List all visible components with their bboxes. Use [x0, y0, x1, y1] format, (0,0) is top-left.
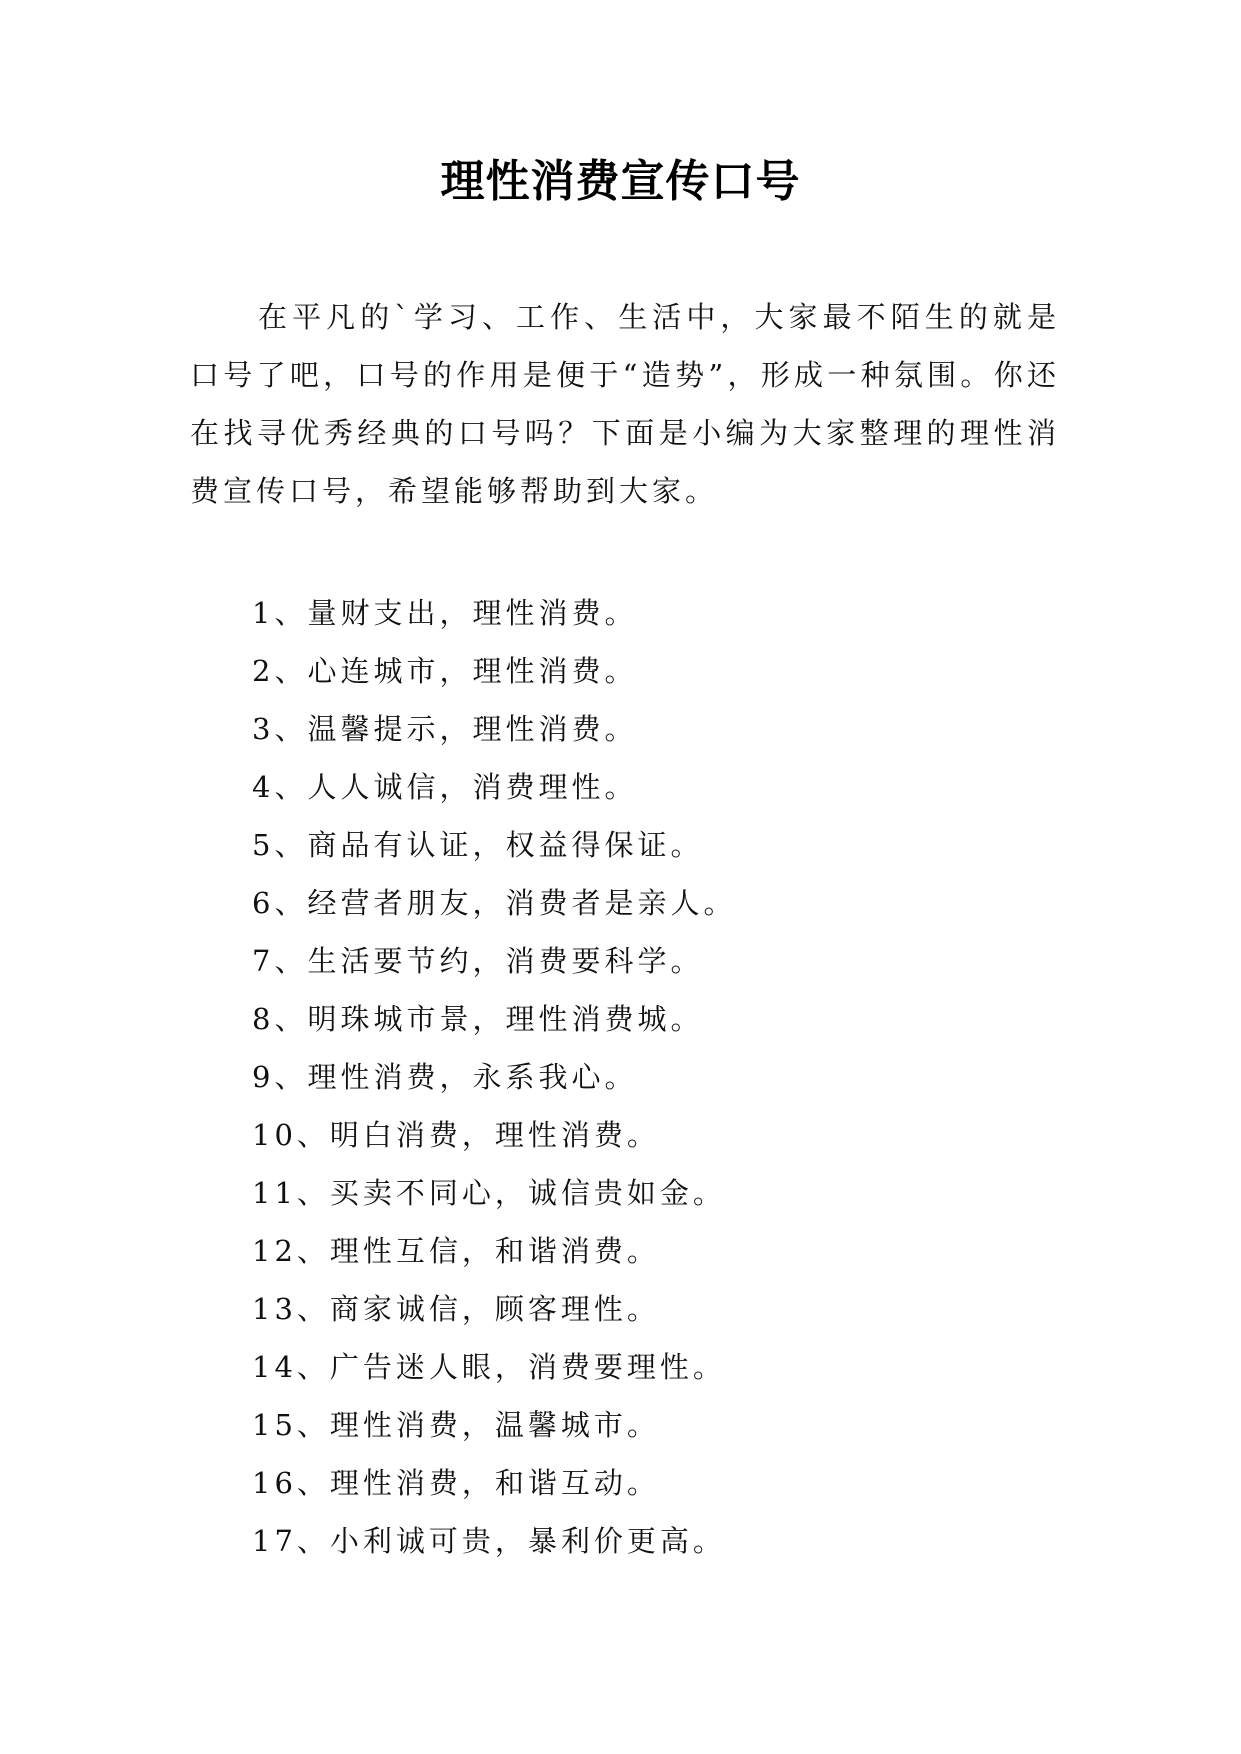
slogan-item: 12、理性互信，和谐消费。	[252, 1234, 660, 1268]
slogan-item: 9、理性消费，永系我心。	[252, 1060, 638, 1094]
slogan-item: 1、量财支出，理性消费。	[252, 596, 638, 630]
slogan-item: 2、心连城市，理性消费。	[252, 654, 638, 688]
slogan-item: 10、明白消费，理性消费。	[252, 1118, 660, 1152]
slogan-item: 3、温馨提示，理性消费。	[252, 712, 638, 746]
slogan-list	[252, 584, 1072, 1570]
slogan-item: 14、广告迷人眼，消费要理性。	[252, 1350, 726, 1384]
document-title: 理性消费宣传口号	[440, 156, 801, 207]
slogan-item: 4、人人诚信，消费理性。	[252, 770, 638, 804]
slogan-item: 11、买卖不同心，诚信贵如金。	[252, 1176, 726, 1210]
slogan-item: 8、明珠城市景，理性消费城。	[252, 1002, 704, 1036]
slogan-item: 15、理性消费，温馨城市。	[252, 1408, 660, 1442]
slogan-item: 7、生活要节约，消费要科学。	[252, 944, 704, 978]
slogan-item: 6、经营者朋友，消费者是亲人。	[252, 886, 737, 920]
intro-paragraph: 在平凡的`学习、工作、生活中，大家最不陌生的就是口号了吧，口号的作用是便于“造势”，形成一种氛围。你还在找寻优秀经典的口号吗？下面是小编为大家整理的理性消费宣传口号，希望能够帮助到大家。	[190, 300, 1060, 508]
slogan-item: 13、商家诚信，顾客理性。	[252, 1292, 660, 1326]
slogan-item: 16、理性消费，和谐互动。	[252, 1466, 660, 1500]
slogan-item: 5、商品有认证，权益得保证。	[252, 828, 704, 862]
slogan-item: 17、小利诚可贵，暴利价更高。	[252, 1524, 726, 1558]
